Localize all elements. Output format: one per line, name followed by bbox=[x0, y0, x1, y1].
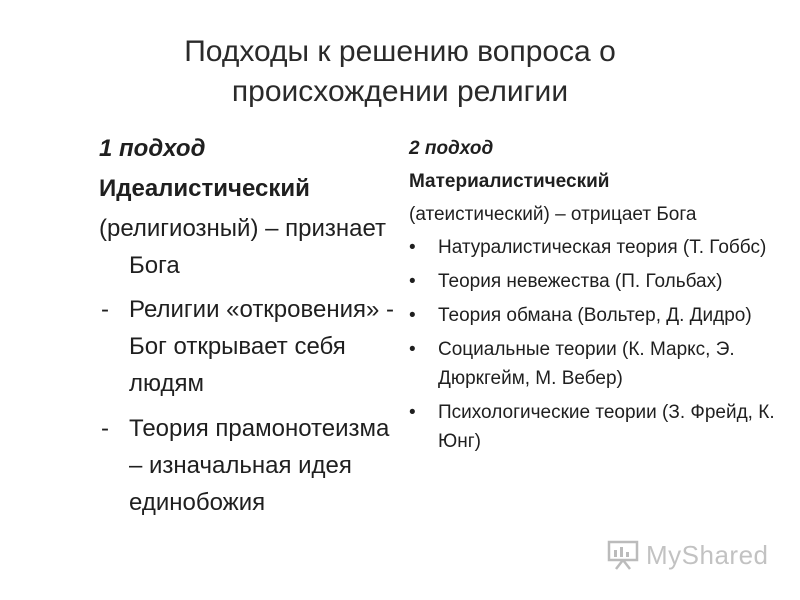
right-approach-description: (атеистический) – отрицает Бога bbox=[409, 204, 697, 225]
bullet-marker: • bbox=[409, 339, 416, 360]
bullet-marker: • bbox=[409, 271, 416, 292]
left-approach-description: (религиозный) – признает Бога bbox=[99, 215, 387, 279]
list-item bbox=[99, 291, 399, 402]
bullet-marker: • bbox=[409, 237, 416, 258]
bullet-marker: • bbox=[409, 402, 416, 423]
list-item-text: Натуралистическая теория (Т. Гоббс) bbox=[438, 237, 767, 258]
list-item bbox=[409, 398, 789, 456]
slide-title-line-2: происхождении религии bbox=[231, 75, 569, 108]
list-item-text: Социальные теории (К. Маркс, Э. Дюркгейм, М. Вебер) bbox=[438, 339, 735, 389]
list-item-text: Теория обмана (Вольтер, Д. Дидро) bbox=[438, 305, 752, 326]
list-item-text: Теория прамонотеизма – изначальная идея единобожия bbox=[129, 415, 390, 516]
right-column bbox=[409, 134, 789, 461]
dash-marker: - bbox=[101, 415, 109, 442]
list-item bbox=[409, 267, 789, 296]
list-item bbox=[99, 410, 399, 521]
slide-title-line-1: Подходы к решению вопроса о bbox=[184, 35, 616, 68]
watermark bbox=[606, 538, 769, 572]
list-item-text: Религии «откровения» - Бог открывает себя людям bbox=[129, 296, 394, 397]
slide-title bbox=[60, 32, 740, 112]
left-item-list bbox=[99, 291, 399, 521]
list-item-text: Теория невежества (П. Гольбах) bbox=[438, 271, 723, 292]
right-approach-name: Материалистический bbox=[409, 171, 610, 192]
presentation-board-icon bbox=[606, 538, 640, 572]
left-approach-heading: 1 подход bbox=[99, 135, 206, 162]
list-item bbox=[409, 301, 789, 330]
left-approach-name: Идеалистический bbox=[99, 175, 310, 202]
dash-marker: - bbox=[101, 296, 109, 323]
left-column bbox=[99, 130, 399, 529]
right-approach-heading: 2 подход bbox=[409, 138, 494, 159]
watermark-text: MyShared bbox=[646, 539, 769, 570]
list-item bbox=[409, 233, 789, 262]
list-item-text: Психологические теории (З. Фрейд, К. Юнг) bbox=[438, 402, 775, 452]
bullet-marker: • bbox=[409, 305, 416, 326]
right-item-list bbox=[409, 233, 789, 456]
list-item bbox=[409, 335, 789, 393]
